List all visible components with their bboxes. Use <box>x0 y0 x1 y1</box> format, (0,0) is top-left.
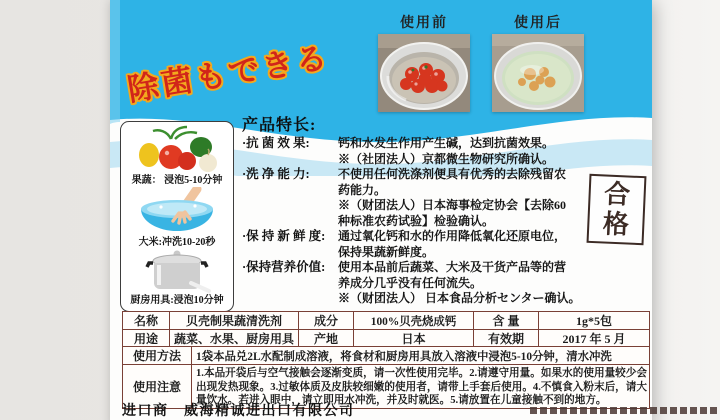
cell-origin-label: 产地 <box>298 330 353 346</box>
cell-directions-value: 1袋本品兑2L水配制成溶液，将食材和厨房用具放入溶液中浸泡5-10分钟，清水冲洗 <box>191 347 649 364</box>
product-spec-table <box>122 311 650 409</box>
qualified-stamp <box>587 174 647 245</box>
cell-cautions-value: 1.本品开袋后与空气接触会逐渐变质，请一次性使用完毕。2.请遵守用量。如果水的使用量较少会出现发热现象。3.过敏体质及皮肤较细嫩的使用者，请带上手套后使用。4.不慎食入粉末后，请大量饮水。若进入眼中，请立即用水冲洗，并及时就医。5.请放置在儿童接触不到的地方。 <box>191 365 649 408</box>
usage-step-label: 果蔬： 浸泡5-10分钟 <box>131 175 223 187</box>
feature-text-line: 钙和水发生作用产生碱，达到抗菌效果。 <box>338 136 555 150</box>
feature-text-line: 通过氧化钙和水的作用降低氧化还原电位， <box>338 229 567 243</box>
feature-text-line: 不使用任何洗涤剂便具有优秀的去除残留农 <box>338 167 567 181</box>
feature-label: ·保 持 新 鲜 度: <box>242 229 326 243</box>
table-row-usage <box>123 329 649 346</box>
usage-steps-panel <box>120 121 234 312</box>
cell-expiry-label: 有效期 <box>473 330 538 346</box>
cell-use-label: 用途 <box>133 331 158 346</box>
cell-cautions-label: 使用注意 <box>132 380 181 394</box>
stamp-char-bottom: 格 <box>602 208 630 240</box>
cell-content-value: 1g*5包 <box>538 312 649 329</box>
feature-item-antibacterial <box>242 136 642 167</box>
sanitize-title: 除菌もできる <box>125 39 333 109</box>
feature-item-nutrition <box>242 260 642 307</box>
feature-text-line: ※（财团法人） 日本食品分析センター确认。 <box>338 291 581 305</box>
feature-text-line: 药能力。 <box>338 182 387 197</box>
cooking-pot-icon <box>135 249 219 295</box>
before-photo-label: 使用前 <box>400 16 448 31</box>
feature-label: ·保持营养价值: <box>242 260 326 274</box>
features-list <box>242 136 642 307</box>
feature-text-line: 使用本品前后蔬菜、大米及干货产品等的营 <box>338 260 567 274</box>
feature-text-line: 种标准农药试验】检验确认。 <box>338 213 495 228</box>
importer-line: 进口商 威海精诚进出口有限公司 <box>122 404 355 419</box>
cell-name-label: 名称 <box>133 314 158 328</box>
rice-washing-icon <box>135 187 219 237</box>
usage-step-label: 大米:冲洗10-20秒 <box>138 237 216 249</box>
cell-ingredient-label: 成分 <box>298 312 353 329</box>
feature-item-freshness <box>242 229 642 260</box>
before-photo <box>378 34 470 112</box>
cell-directions-label: 使用方法 <box>132 349 181 363</box>
feature-text-line: ※（财团法人）日本海事检定协会【去除60 <box>338 198 567 212</box>
features-heading: 产品特长: <box>242 117 317 134</box>
cell-use-value: 蔬菜、水果、厨房用具 <box>169 330 298 346</box>
cell-name-value: 贝壳制果蔬清洗剂 <box>169 312 298 329</box>
feature-label: ·洗 净 能 力: <box>242 167 310 181</box>
feature-label: ·抗 菌 效 果: <box>242 136 310 150</box>
table-row-name <box>123 312 649 329</box>
feature-text-line: 保持果蔬新鲜度。 <box>338 244 435 259</box>
table-row-directions <box>123 346 649 364</box>
cell-expiry-value: 2017 年 5 月 <box>538 330 649 346</box>
cell-origin-value: 日本 <box>353 330 473 346</box>
feature-text-line: 养成分几乎没有任何流失。 <box>338 275 483 290</box>
stamp-char-top: 合 <box>603 178 631 210</box>
after-photo-label: 使用后 <box>514 16 562 31</box>
product-package <box>110 0 652 420</box>
usage-step-label: 厨房用具:浸泡10分钟 <box>130 294 224 306</box>
cutoff-text-fragment <box>530 407 720 414</box>
after-photo <box>492 34 584 112</box>
feature-item-cleaning <box>242 167 642 229</box>
feature-text-line: ※（社团法人）京都微生物研究所确认。 <box>338 151 555 166</box>
vegetables-icon <box>131 125 223 175</box>
cell-ingredient-value: 100%贝壳烧成钙 <box>353 312 473 329</box>
cell-content-label: 含 量 <box>473 312 538 329</box>
